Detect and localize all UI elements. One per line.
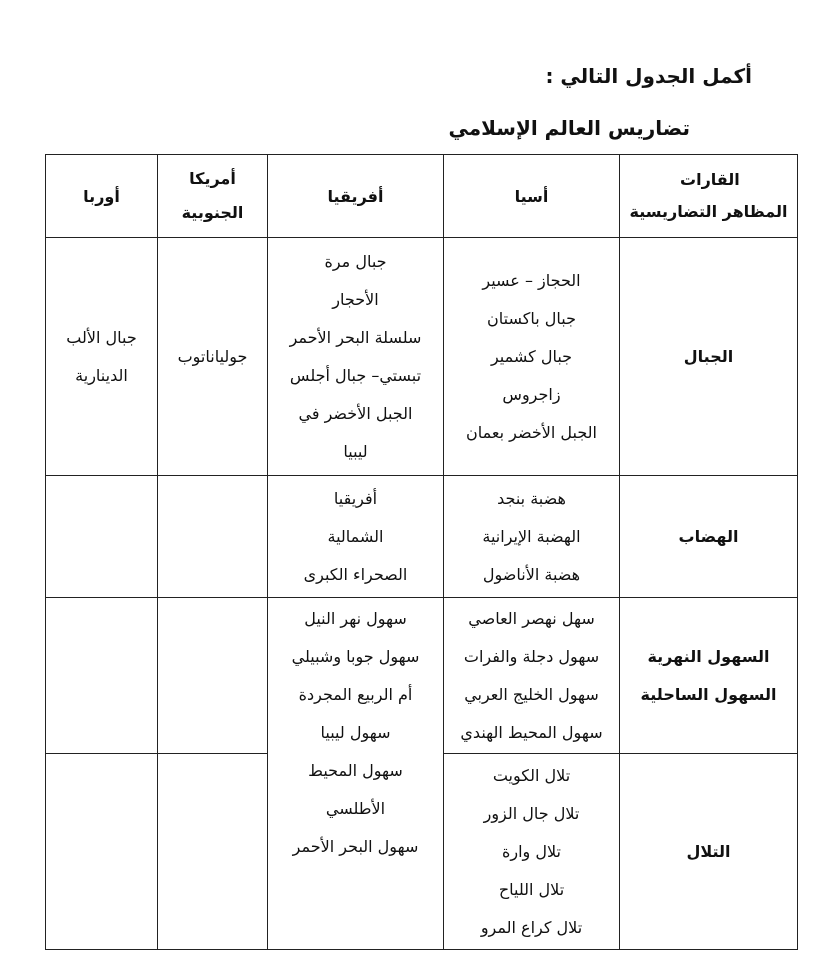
header-europe: أوربا	[46, 155, 158, 238]
cell-plateaus-africa	[268, 476, 444, 598]
list-item: تلال الكويت	[492, 765, 571, 785]
list-item: سهول جوبا وشبيلي	[291, 647, 420, 666]
table-row-mountains	[46, 238, 798, 476]
list-item: سهول ليبيا	[320, 723, 391, 742]
header-south-america-line2: الجنوبية	[181, 203, 244, 222]
cell-plains-europe	[46, 598, 158, 754]
list-item: سلسلة البحر الأحمر	[289, 327, 422, 347]
list-item: الجبل الأخضر في	[298, 403, 413, 423]
row-label-plateaus: الهضاب	[620, 476, 798, 598]
header-continents: القارات	[680, 170, 740, 189]
list-item: هضبة بنجد	[497, 488, 566, 508]
header-row	[46, 155, 798, 238]
row-label-mountains: الجبال	[620, 238, 798, 476]
cell-plains-south-america	[158, 598, 268, 754]
list-item: سهول المحيط	[308, 761, 403, 780]
list-item: هضبة الأناضول	[482, 564, 581, 584]
instruction-text: أكمل الجدول التالي :	[545, 64, 752, 88]
row-label-plains	[620, 598, 798, 754]
cell-mountains-europe	[46, 238, 158, 476]
table-row-plateaus	[46, 476, 798, 598]
list-item: سهول البحر الأحمر	[292, 837, 419, 856]
list-item: أفريقيا	[333, 488, 378, 508]
list-item: الأحجار	[332, 289, 379, 309]
cell-hills-asia	[444, 754, 620, 950]
list-item: جبال الألب	[66, 327, 137, 347]
list-item: جبال باكستان	[487, 308, 576, 328]
list-item: جبال كشمير	[490, 346, 573, 366]
list-item: الحجاز – عسير	[482, 270, 581, 290]
list-item: الشمالية	[327, 526, 384, 546]
list-item: جبال مرة	[324, 251, 387, 271]
header-landforms: المظاهر التضاريسية	[629, 202, 788, 221]
list-item: سهل نهصر العاصي	[468, 608, 595, 628]
list-item: تبستي– جبال أجلس	[289, 365, 422, 385]
header-south-america-line1: أمريكا	[189, 169, 236, 188]
list-item: سهول المحيط الهندي	[460, 722, 603, 742]
landforms-table	[45, 154, 798, 950]
list-item: الدينارية	[75, 365, 128, 385]
header-africa: أفريقيا	[268, 155, 444, 238]
row-label-hills: التلال	[620, 754, 798, 950]
table-row-plains	[46, 598, 798, 754]
list-item: زاجروس	[502, 384, 561, 404]
cell-mountains-asia	[444, 238, 620, 476]
list-item: ليبيا	[343, 441, 368, 461]
list-item: تلال كراع المرو	[480, 917, 583, 937]
cell-plateaus-asia	[444, 476, 620, 598]
list-item: تلال وارة	[502, 841, 561, 861]
row-label-coastal-plains: السهول الساحلية	[640, 684, 777, 704]
list-item: تلال جال الزور	[483, 803, 580, 823]
list-item: الصحراء الكبرى	[303, 564, 408, 584]
list-item: تلال اللياح	[498, 879, 565, 899]
cell-plateaus-south-america	[158, 476, 268, 598]
list-item: سهول الخليج العربي	[464, 684, 599, 704]
header-south-america	[158, 155, 268, 238]
cell-hills-europe	[46, 754, 158, 950]
cell-hills-south-america	[158, 754, 268, 950]
list-item: الهضبة الإيرانية	[482, 526, 581, 546]
table-title: تضاريس العالم الإسلامي	[448, 116, 690, 140]
cell-mountains-africa	[268, 238, 444, 476]
cell-plains-hills-africa	[268, 598, 444, 950]
row-label-river-plains: السهول النهرية	[647, 646, 770, 666]
list-item: جولياناتوب	[177, 346, 248, 366]
cell-mountains-south-america	[158, 238, 268, 476]
cell-plains-asia	[444, 598, 620, 754]
list-item: سهول نهر النيل	[304, 609, 407, 628]
cell-plateaus-europe	[46, 476, 158, 598]
list-item: سهول دجلة والفرات	[463, 646, 600, 666]
list-item: أم الربيع المجردة	[298, 685, 413, 704]
header-asia: أسيا	[444, 155, 620, 238]
list-item: الجبل الأخضر بعمان	[466, 422, 597, 442]
corner-header-cell	[620, 155, 798, 238]
list-item: الأطلسي	[325, 799, 386, 818]
